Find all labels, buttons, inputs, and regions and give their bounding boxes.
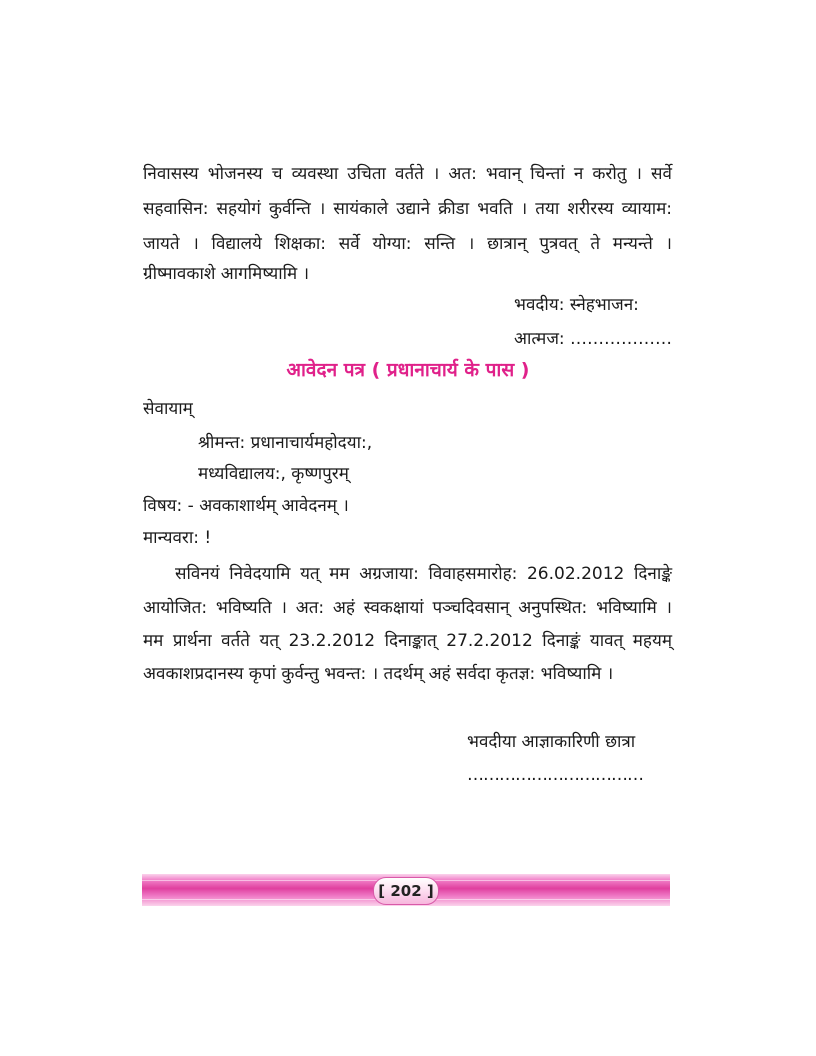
closing-line: भवदीय: स्नेहभाजन:	[514, 295, 639, 315]
body-line: अवकाशप्रदानस्य कृपां कुर्वन्तु भवन्त: । तदर्थम् अहं सर्वदा कृतज्ञ: भविष्यामि ।	[143, 664, 614, 684]
address-line: मध्यविद्यालय:, कृष्णपुरम्	[198, 464, 349, 484]
address-line: श्रीमन्त: प्रधानाचार्यमहोदया:,	[198, 433, 373, 453]
page-number: [ 202 ]	[373, 877, 439, 905]
paragraph-line: जायते । विद्यालये शिक्षका: सर्वे योग्या: सन्ति । छात्रान् पुत्रवत् ते मन्यन्ते ।	[143, 234, 672, 254]
signature-line: ……………………………	[467, 765, 643, 785]
footer-bar	[142, 874, 670, 906]
signature-line: आत्मज: ………………	[514, 329, 673, 349]
closing-line: भवदीया आज्ञाकारिणी छात्रा	[467, 732, 636, 752]
subject-line: विषय: - अवकाशार्थम् आवेदनम् ।	[143, 496, 349, 516]
body-line: आयोजित: भविष्यति । अत: अहं स्वकक्षायां पञ्चदिवसान् अनुपस्थित: भविष्यामि ।	[143, 598, 672, 618]
paragraph-line: निवासस्य भोजनस्य च व्यवस्था उचिता वर्तते । अत: भवान् चिन्तां न करोतु । सर्वे	[143, 164, 672, 184]
salutation-open: सेवायाम्	[143, 399, 193, 419]
body-line: सविनयं निवेदयामि यत् मम अग्रजाया: विवाहसमारोह: 26.02.2012 दिनाङ्के	[175, 564, 672, 584]
section-title: आवेदन पत्र ( प्रधानाचार्य के पास )	[286, 359, 530, 381]
greeting-line: मान्यवरा: !	[143, 528, 212, 548]
paragraph-line: ग्रीष्मावकाशे आगमिष्यामि ।	[143, 264, 310, 284]
paragraph-line: सहवासिन: सहयोगं कुर्वन्ति । सायंकाले उद्याने क्रीडा भवति । तया शरीरस्य व्यायाम:	[143, 199, 672, 219]
body-line: मम प्रार्थना वर्तते यत् 23.2.2012 दिनाङ्कात् 27.2.2012 दिनाङ्कं यावत् महयम्	[143, 631, 672, 651]
